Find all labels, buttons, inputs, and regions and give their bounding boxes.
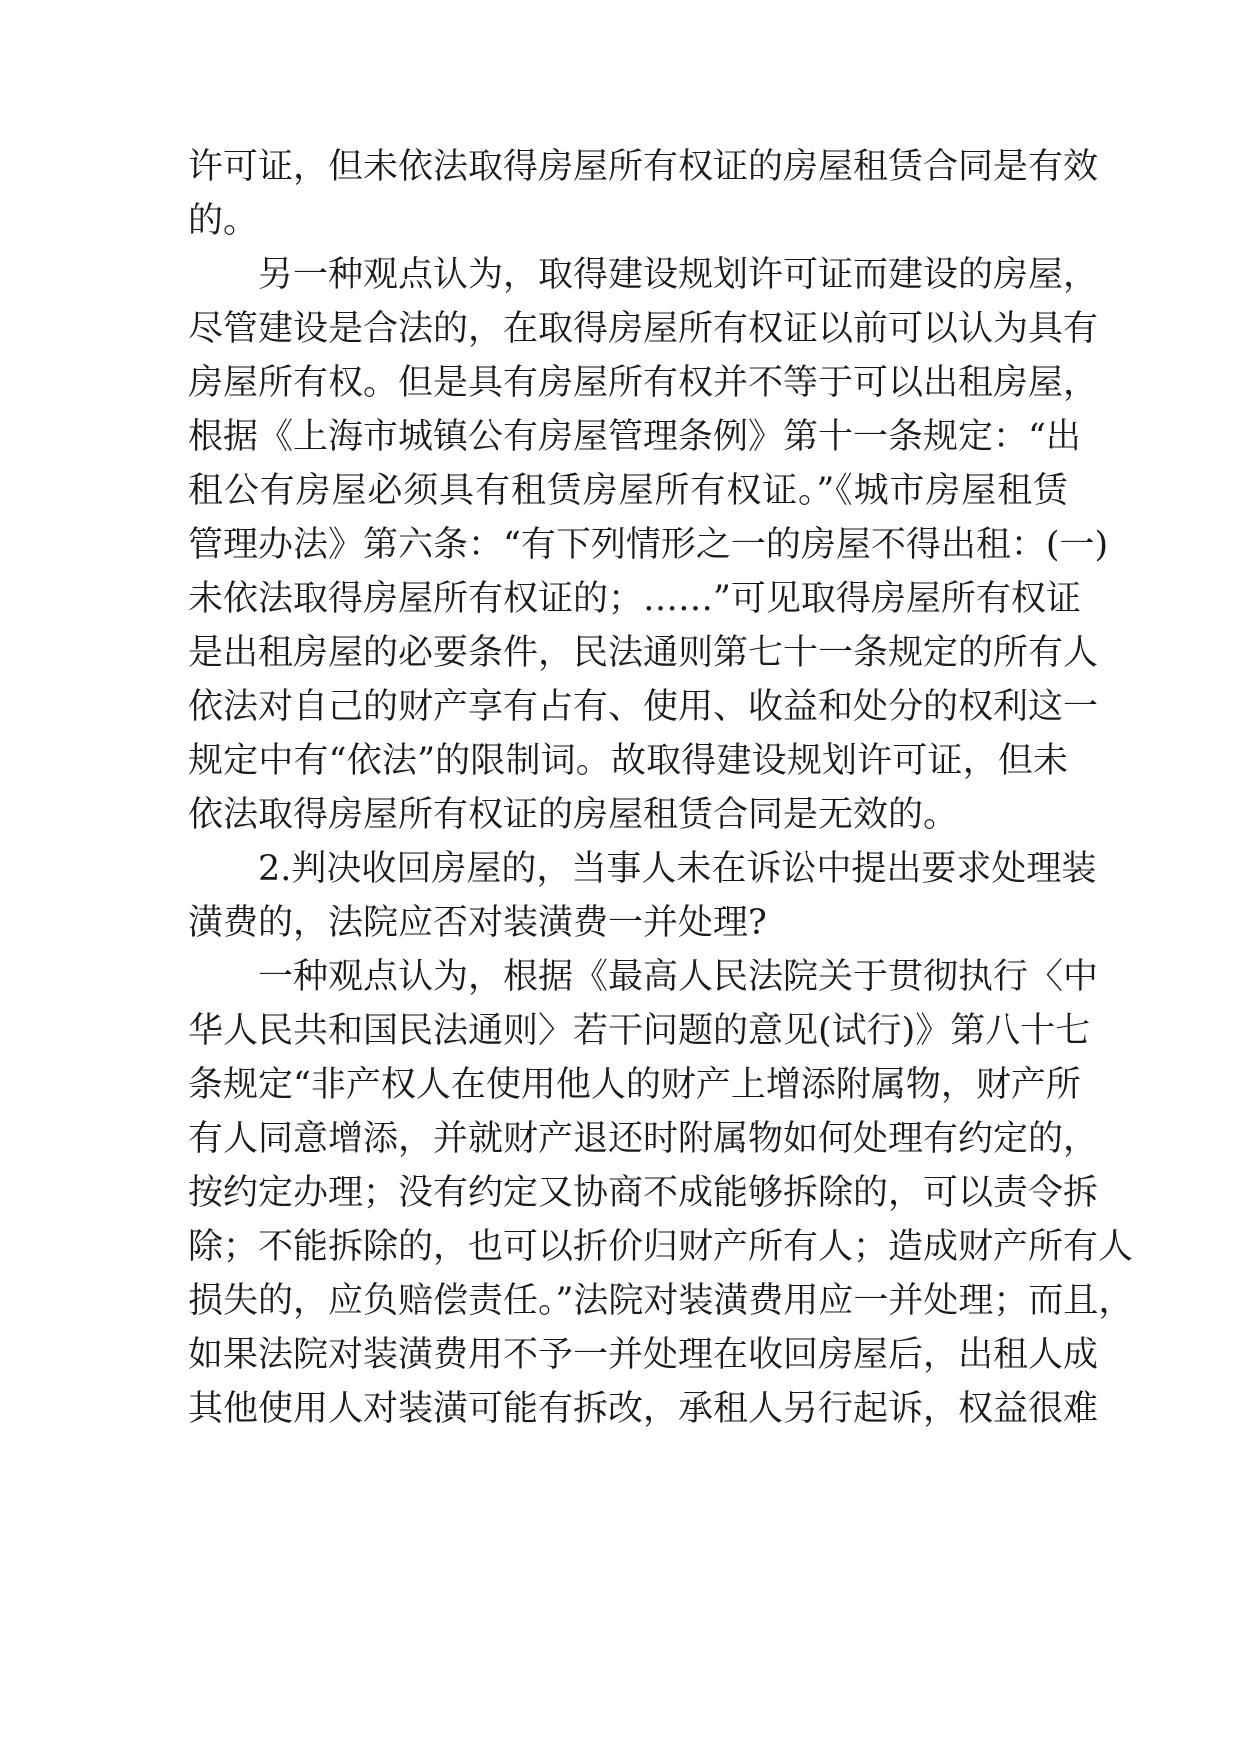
text-line: 依法取得房屋所有权证的房屋租赁合同是无效的。	[188, 795, 959, 835]
text-line: 未依法取得房屋所有权证的；……”可见取得房屋所有权证	[188, 579, 1081, 619]
text-line: 损失的，应负赔偿责任。”法院对装潢费用应一并处理；而且，	[188, 1281, 1134, 1321]
text-line: 华人民共和国民法通则〉若干问题的意见(试行)》第八十七	[188, 1011, 1091, 1051]
text-line: 的。	[188, 201, 259, 241]
text-line: 有人同意增添，并就财产退还时附属物如何处理有约定的，	[188, 1119, 1099, 1159]
text-line: 规定中有“依法”的限制词。故取得建设规划许可证，但未	[188, 741, 1068, 781]
text-line: 管理办法》第六条：“有下列情形之一的房屋不得出租：(一)	[188, 525, 1109, 565]
text-line: 其他使用人对装潢可能有拆改，承租人另行起诉，权益很难	[188, 1389, 1099, 1429]
text-line: 房屋所有权。但是具有房屋所有权并不等于可以出租房屋，	[188, 363, 1099, 403]
text-line: 尽管建设是合法的，在取得房屋所有权证以前可以认为具有	[188, 309, 1099, 349]
text-line: 另一种观点认为，取得建设规划许可证而建设的房屋，	[258, 255, 1099, 295]
text-line: 如果法院对装潢费用不予一并处理在收回房屋后，出租人成	[188, 1335, 1099, 1375]
text-line: 许可证，但未依法取得房屋所有权证的房屋租赁合同是有效	[188, 147, 1099, 187]
text-line: 根据《上海市城镇公有房屋管理条例》第十一条规定：“出	[188, 417, 1081, 457]
text-line: 2.判决收回房屋的，当事人未在诉讼中提出要求处理装	[258, 849, 1097, 889]
text-line: 潢费的，法院应否对装潢费一并处理?	[188, 903, 767, 943]
text-line: 租公有房屋必须具有租赁房屋所有权证。”《城市房屋租赁	[188, 471, 1068, 511]
text-line: 条规定“非产权人在使用他人的财产上增添附属物，财产所	[188, 1065, 1081, 1105]
text-line: 一种观点认为，根据《最高人民法院关于贯彻执行〈中	[258, 957, 1099, 997]
text-line: 按约定办理；没有约定又协商不成能够拆除的，可以责令拆	[188, 1173, 1099, 1213]
text-line: 依法对自己的财产享有占有、使用、收益和处分的权利这一	[188, 687, 1099, 727]
text-line: 除；不能拆除的，也可以折价归财产所有人；造成财产所有人	[188, 1227, 1134, 1267]
text-line: 是出租房屋的必要条件，民法通则第七十一条规定的所有人	[188, 633, 1099, 673]
